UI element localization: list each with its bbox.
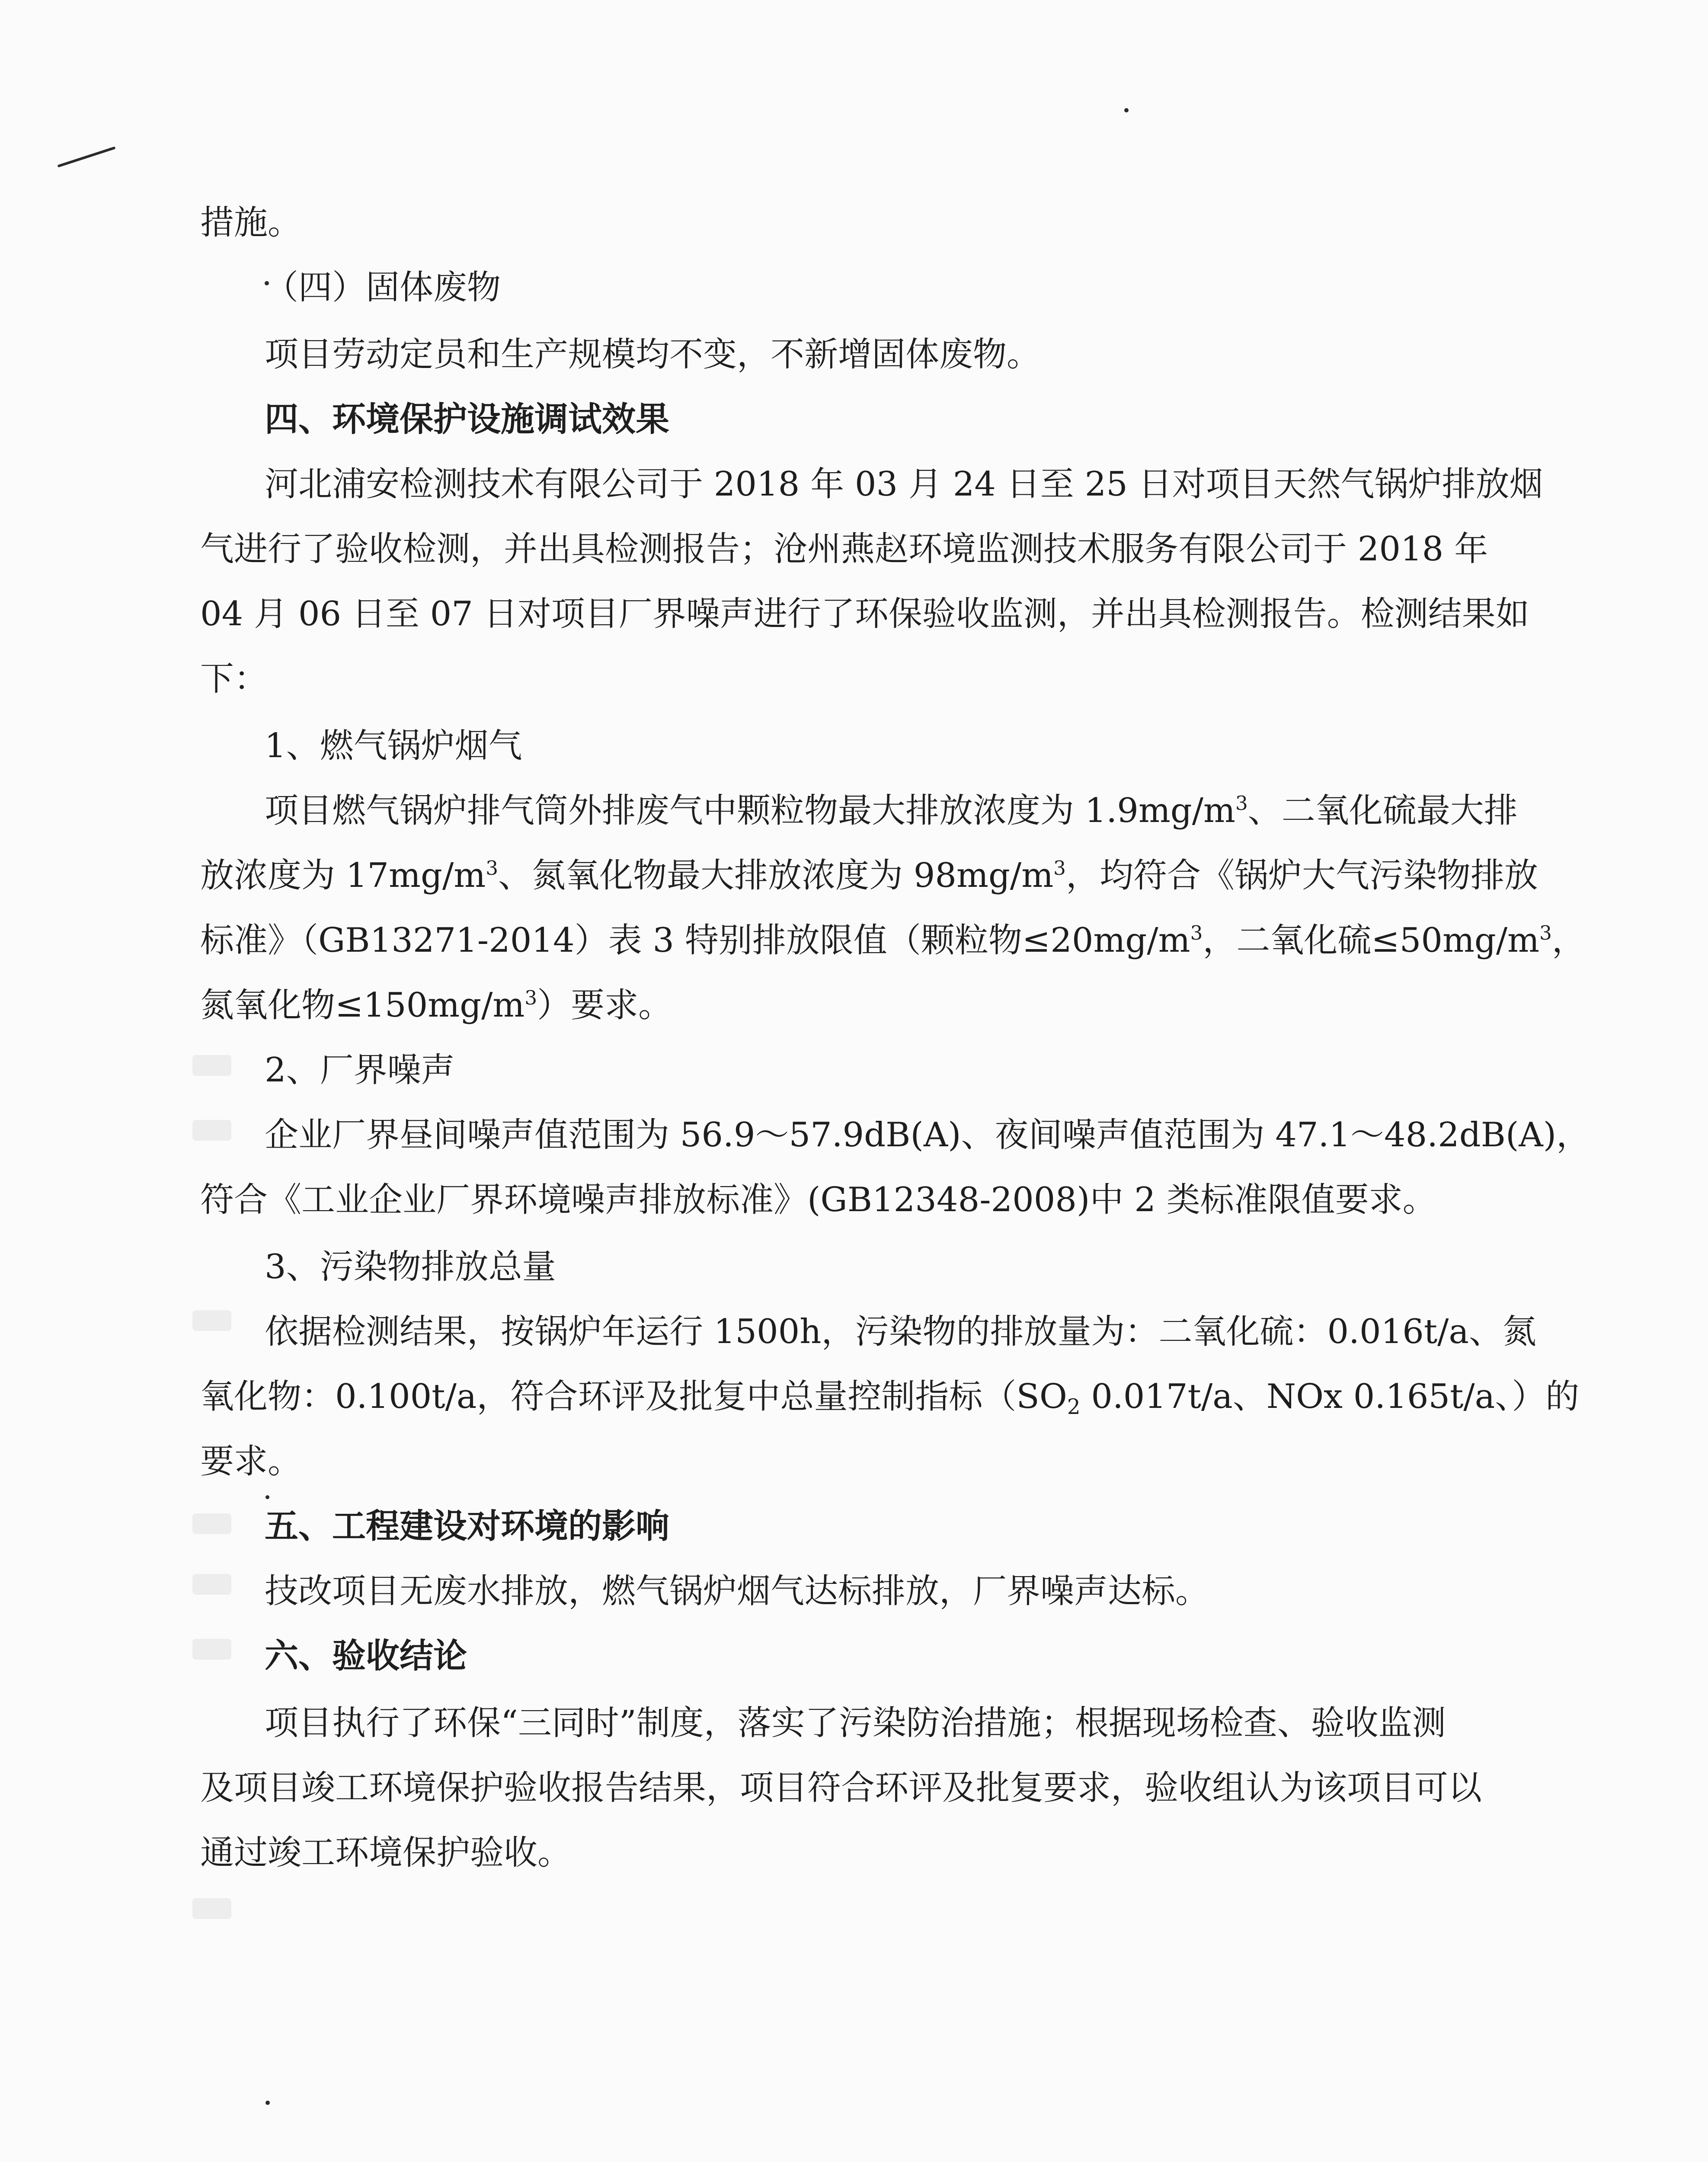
text-line: 项目劳动定员和生产规模均不变，不新增固体废物。 <box>265 335 1041 374</box>
text-line: 项目执行了环保“三同时”制度，落实了污染防治措施；根据现场检查、验收监测 <box>265 1704 1446 1743</box>
bleed-through-mark <box>192 1513 231 1534</box>
handwritten-signature-3 <box>891 2158 1107 2162</box>
text-line: 项目燃气锅炉排气筒外排废气中颗粒物最大排放浓度为 $1.9mg/m^3$、二氧化硫最大排 <box>265 791 1518 830</box>
text-line: 及项目竣工环境保护验收报告结果，项目符合环评及批复要求，验收组认为该项目可以 <box>200 1769 1482 1807</box>
text-line: 要求。 <box>200 1442 302 1481</box>
text-line: 下： <box>200 659 268 698</box>
text-line: 企业厂界昼间噪声值范围为 56.9～57.9dB(A)、夜间噪声值范围为 47.1～48.2dB(A)， <box>265 1116 1590 1155</box>
text-line: 气进行了验收检测，并出具检测报告；沧州燕赵环境监测技术服务有限公司于 2018 年 <box>200 530 1488 569</box>
text-line: 符合《工业企业厂界环境噪声排放标准》(GB12348-2008)中 2 类标准限值要求。 <box>200 1180 1436 1219</box>
bleed-through-mark <box>192 1120 231 1141</box>
scan-mark <box>57 147 115 168</box>
bleed-through-mark <box>192 1639 231 1660</box>
section-heading: 四、环境保护设施调试效果 <box>265 400 670 439</box>
section-heading: 六、验收结论 <box>265 1636 467 1676</box>
text-line: 通过竣工环境保护验收。 <box>200 1833 572 1872</box>
handwritten-signature-2 <box>683 2158 865 2162</box>
bleed-through-mark <box>192 1310 231 1331</box>
text-line: 标准》（GB13271-2014）表 3 特别排放限值（颗粒物$\le 20mg/m^3$，二氧化硫$\le 50mg/m^3$， <box>200 921 1586 960</box>
subsection-heading: 3、污染物排放总量 <box>265 1247 556 1286</box>
section-heading: 五、工程建设对环境的影响 <box>265 1506 670 1546</box>
text-line: 河北浦安检测技术有限公司于 2018 年 03 月 24 日至 25 日对项目天然气锅炉排放烟 <box>265 465 1543 504</box>
bleed-through-mark <box>192 1898 231 1919</box>
text-line: 放浓度为 $17mg/m^3$、氮氧化物最大排放浓度为 $98mg/m^3$，均符合《锅炉大气污染物排放 <box>200 856 1538 895</box>
scan-mark <box>265 1495 269 1499</box>
text-line: 措施。 <box>200 203 302 242</box>
text-line: 依据检测结果，按锅炉年运行 1500h，污染物的排放量为：二氧化硫：0.016t/a、氮 <box>265 1312 1536 1351</box>
text-line: 氧化物：0.100t/a，符合环评及批复中总量控制指标（$SO_2$ 0.017t/a、NOx 0.165t/a、）的 <box>200 1377 1580 1419</box>
bleed-through-mark <box>192 1574 231 1595</box>
scan-mark <box>265 2101 270 2105</box>
text-line: 04 月 06 日至 07 日对项目厂界噪声进行了环保验收监测，并出具检测报告。检测结果如 <box>200 595 1529 633</box>
subsection-heading: 1、燃气锅炉烟气 <box>265 726 522 765</box>
subsection-heading: 2、厂界噪声 <box>265 1051 455 1090</box>
handwritten-signature-4 <box>1129 2158 1284 2162</box>
section-heading: （四）固体废物 <box>265 268 501 307</box>
text-line: 技改项目无废水排放，燃气锅炉烟气达标排放，厂界噪声达标。 <box>265 1572 1209 1611</box>
text-line: 氮氧化物$\le 150mg/m^3$）要求。 <box>200 986 672 1025</box>
bleed-through-mark <box>192 1055 231 1076</box>
scan-mark <box>1124 108 1129 112</box>
